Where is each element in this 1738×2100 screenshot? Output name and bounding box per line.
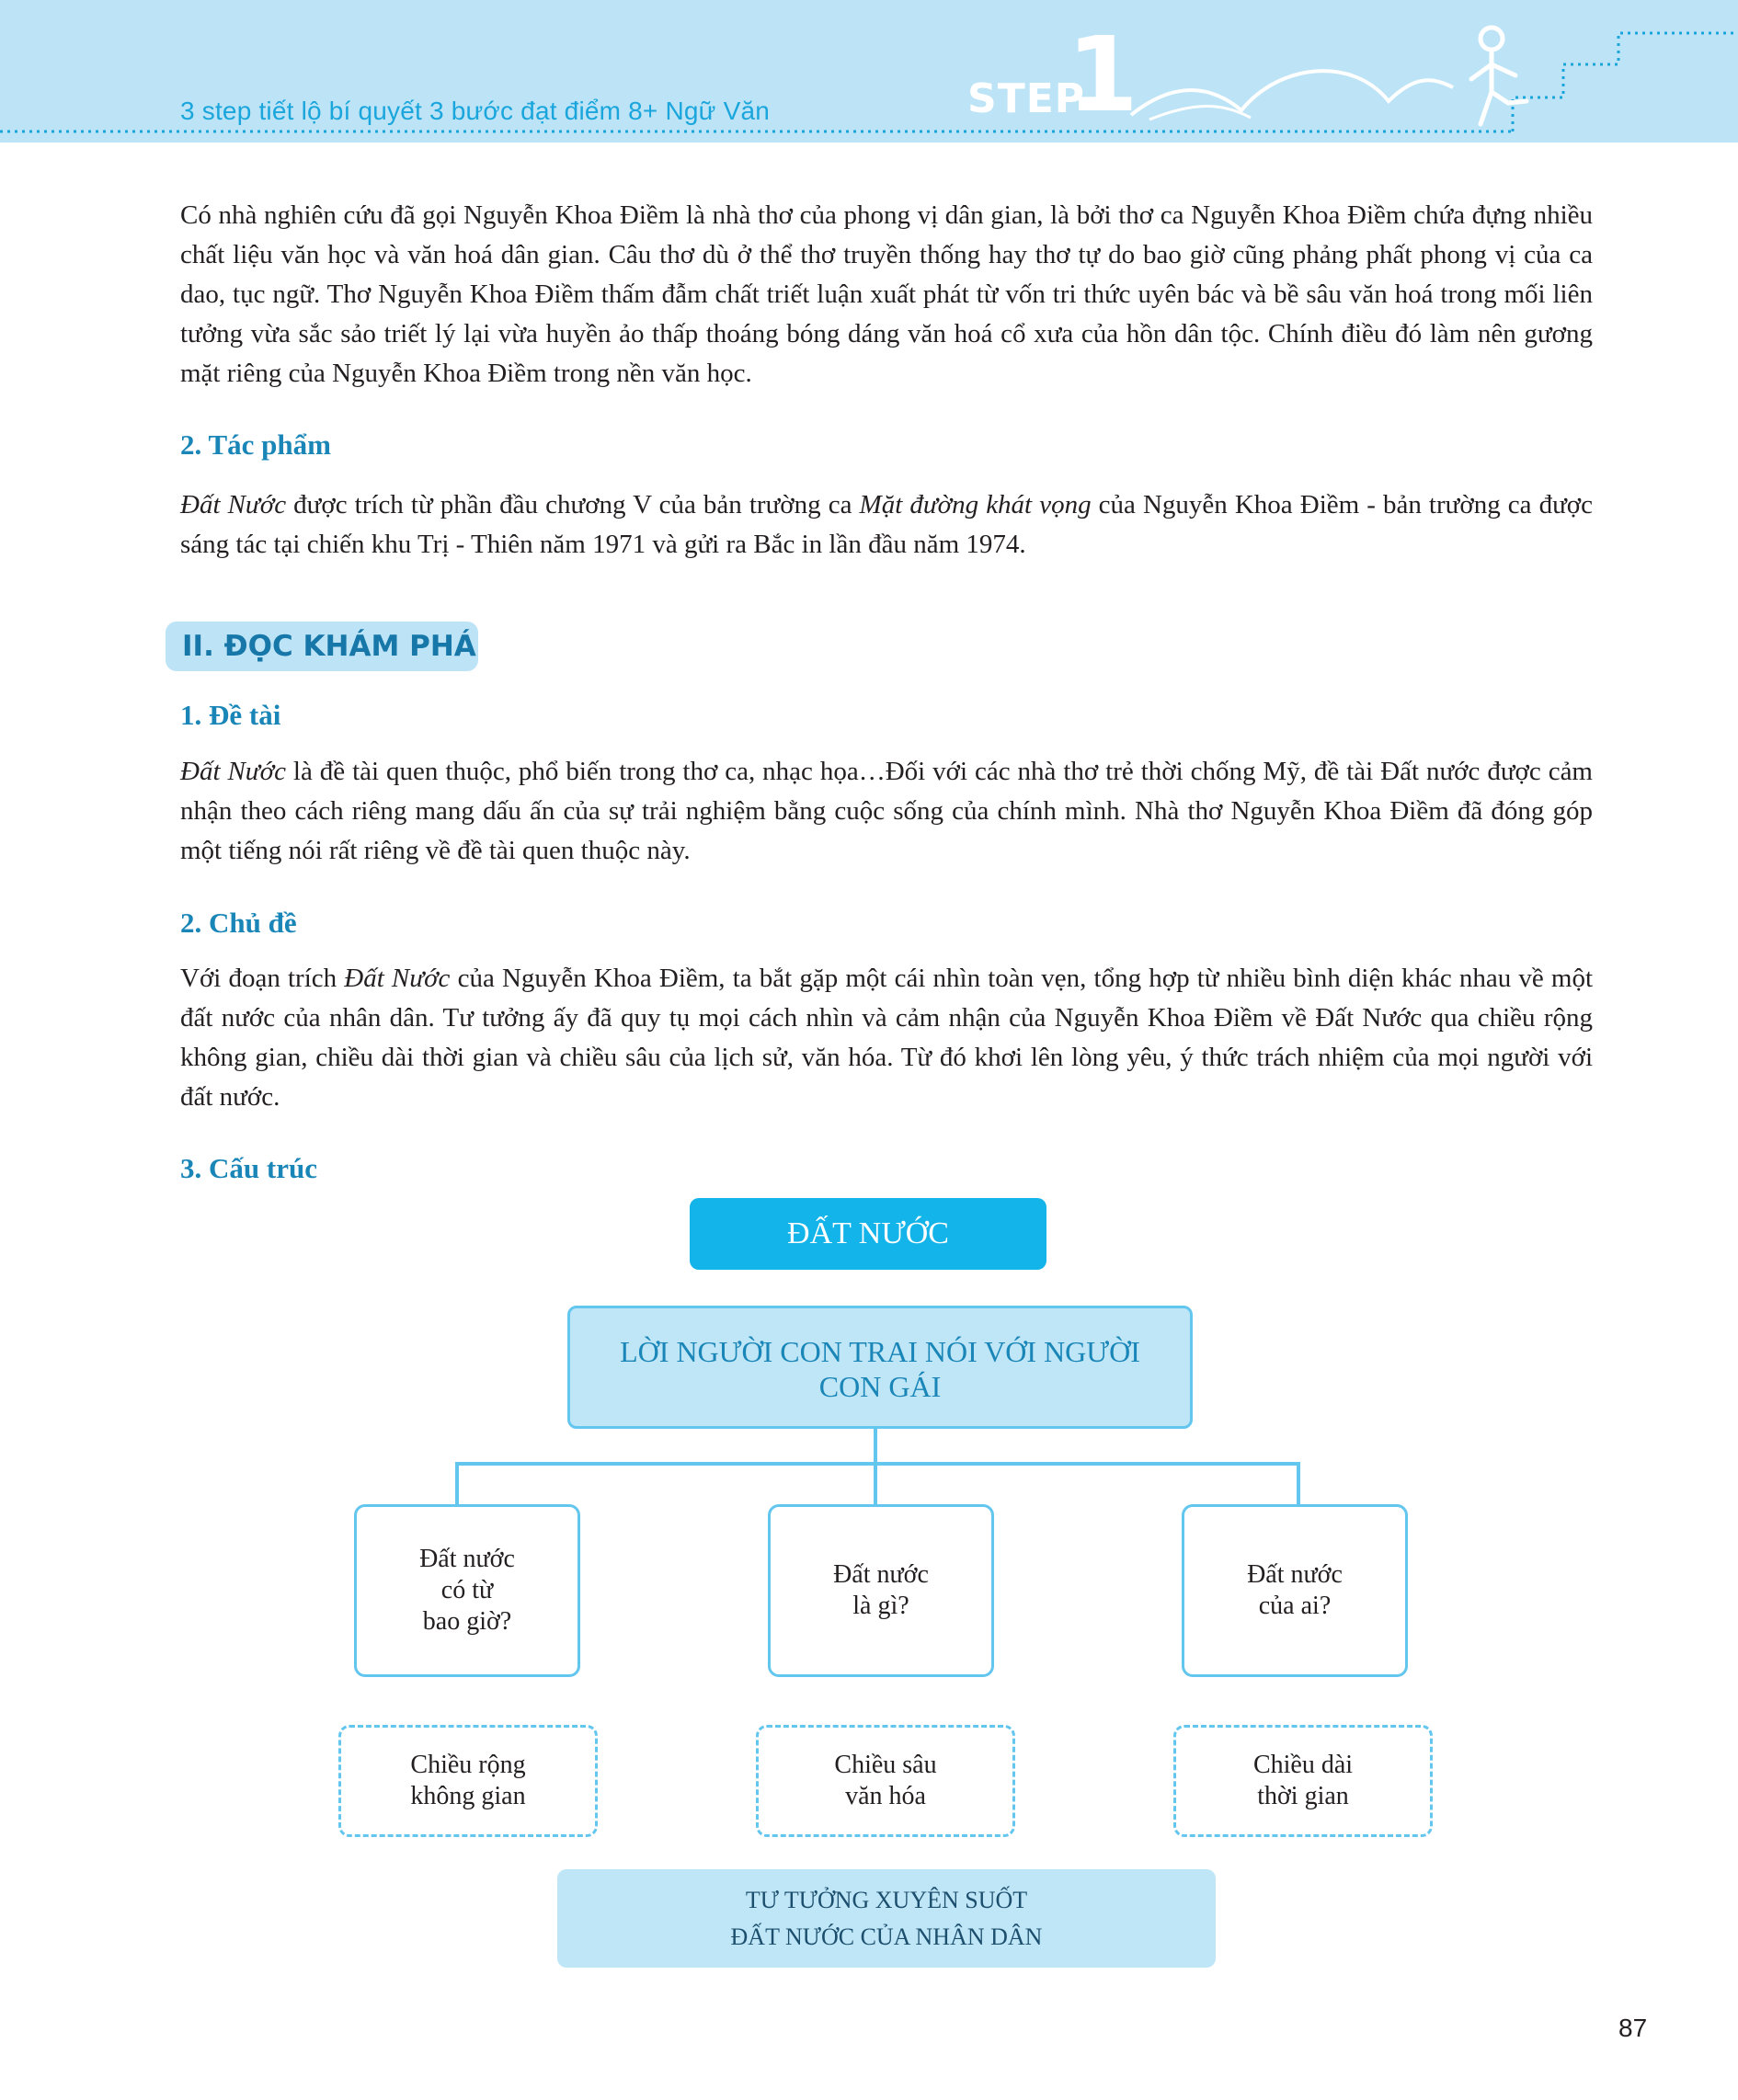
tac-pham-text-2: của Nguyễn Khoa Điềm - bản trường ca được sáng tác tại chiến khu Trị - Thiên năm 1971 và gửi ra Bắc in lần đầu năm 1974. [180, 490, 1594, 559]
diagram-dimension-space [338, 1725, 598, 1837]
diagram-conclusion [557, 1869, 1216, 1968]
step-label: STEP [967, 75, 1086, 122]
de-tai-text: là đề tài quen thuộc, phổ biến trong thơ ca, nhạc họa…Đối với các nhà thơ trẻ thời chống Mỹ, đề tài Đất nước được cảm nhận theo cách riêng mang dấu ấn của sự trải nghiệm bằng cuộc sống của chính mình. Nhà thơ Nguyễn Khoa Điềm đã đóng góp một tiếng nói rất riêng về đề tài quen thuộc này. [180, 757, 1593, 865]
heading-chu-de: 2. Chủ đề [180, 907, 297, 939]
epic-title: Mặt đường khát vọng [859, 490, 1092, 519]
question-label: Đất nước là gì? [833, 1560, 929, 1620]
conclusion-line-2: ĐẤT NƯỚC CỦA NHÂN DÂN [730, 1923, 1043, 1950]
section-ii-title: II. ĐỌC KHÁM PHÁ [182, 630, 476, 663]
question-label: Đất nước có từ bao giờ? [419, 1545, 515, 1636]
work-title: Đất Nước [180, 490, 287, 519]
diagram-question-whose [1182, 1504, 1408, 1677]
dimension-label: Chiều rộng không gian [410, 1751, 526, 1810]
diagram-dimension-time [1173, 1725, 1433, 1837]
chu-de-text-1: Với đoạn trích [180, 964, 345, 993]
chu-de-title: Đất Nước [344, 964, 451, 993]
dimension-label: Chiều sâu văn hóa [834, 1751, 937, 1810]
diagram-dimension-culture [756, 1725, 1015, 1837]
heading-de-tai: 1. Đề tài [180, 699, 281, 731]
de-tai-title: Đất Nước [180, 757, 286, 786]
dimension-label: Chiều dài thời gian [1252, 1751, 1354, 1810]
page-number: 87 [1618, 2014, 1648, 2042]
conclusion-line-1: TƯ TƯỞNG XUYÊN SUỐT [745, 1886, 1028, 1913]
heading-cau-truc: 3. Cấu trúc [180, 1152, 317, 1184]
diagram-speaker-box: LỜI NGƯỜI CON TRAI NÓI VỚI NGƯỜI CON GÁI [567, 1306, 1193, 1429]
diagram-root: ĐẤT NƯỚC [690, 1198, 1046, 1270]
tac-pham-text-1: được trích từ phần đầu chương V của bản trường ca [286, 490, 860, 519]
intro-paragraph: Có nhà nghiên cứu đã gọi Nguyễn Khoa Điềm là nhà thơ của phong vị dân gian, là bởi thơ ca Nguyễn Khoa Điềm chứa đựng nhiều chất liệu văn học và văn hoá dân gian. Câu thơ dù ở thể thơ truyền thống hay thơ tự do bao giờ cũng phảng phất phong vị của ca dao, tục ngữ. Thơ Nguyễn Khoa Điềm thấm đẫm chất triết luận xuất phát từ vốn tri thức uyên bác và bề sâu văn hoá trong mối liên tưởng vừa sắc sảo triết lý lại vừa huyền ảo thấp thoáng bóng dáng văn hoá cổ xưa của hồn dân tộc. Chính điều đó làm nên gương mặt riêng của Nguyễn Khoa Điềm trong nền văn học. [180, 200, 1593, 388]
diagram-question-what [768, 1504, 994, 1677]
heading-tac-pham: 2. Tác phẩm [180, 428, 331, 461]
step-number: 1 [1067, 16, 1138, 135]
question-label: Đất nước của ai? [1247, 1560, 1343, 1620]
book-title: 3 step tiết lộ bí quyết 3 bước đạt điểm 8+ Ngữ Văn [180, 97, 770, 125]
diagram-question-origin [354, 1504, 580, 1677]
chu-de-text-2: của Nguyễn Khoa Điềm, ta bắt gặp một cái nhìn toàn vẹn, tổng hợp từ nhiều bình diện khác nhau về một đất nước của nhân dân. Tư tưởng ấy đã quy tụ mọi cách nhìn và cảm nhận của Nguyễn Khoa Điềm về Đất Nước qua chiều rộng không gian, chiều dài thời gian và chiều sâu của lịch sử, văn hóa. Từ đó khơi lên lòng yêu, ý thức trách nhiệm của mọi người với đất nước. [180, 964, 1594, 1112]
